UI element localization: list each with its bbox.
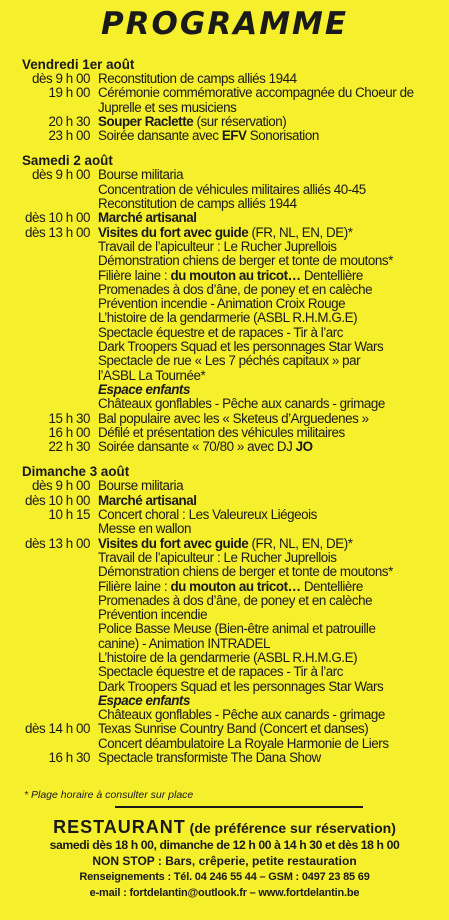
schedule-time xyxy=(22,383,90,397)
schedule-description xyxy=(90,354,437,383)
schedule-text: Cérémonie commémorative accompagnée du Choeur de Juprelle et ses musiciens xyxy=(98,85,414,115)
schedule-row xyxy=(22,651,437,665)
schedule-text: Prévention incendie - Animation Croix Rouge xyxy=(98,296,346,312)
schedule-text: Démonstration chiens de berger et tonte de moutons* xyxy=(98,253,393,269)
schedule-description xyxy=(90,129,437,143)
schedule-text: Travail de l’apiculteur : Le Rucher Juprellois xyxy=(98,549,337,565)
schedule-row xyxy=(22,168,437,182)
schedule-text: Spectacle équestre et de rapaces - Tir à l’arc xyxy=(98,324,344,340)
schedule-time: dès 10 h 00 xyxy=(24,210,90,226)
schedule-description xyxy=(90,665,437,679)
schedule-text: Visites du fort avec guide xyxy=(98,224,249,240)
schedule-text: Reconstitution de camps alliés 1944 xyxy=(98,71,297,86)
schedule-description xyxy=(90,283,437,297)
schedule-row xyxy=(22,737,437,751)
schedule-time: 15 h 30 xyxy=(48,410,90,426)
schedule-description xyxy=(90,197,437,211)
schedule-text: Texas Sunrise Country Band (Concert et danses) xyxy=(98,721,369,737)
schedule-text: du mouton au tricot… xyxy=(170,267,301,283)
schedule-text: Soirée dansante avec xyxy=(98,128,222,144)
schedule-description xyxy=(90,479,437,493)
contact-info: Renseignements : Tél. 04 246 55 44 – GSM : 0497 23 85 69 xyxy=(79,871,370,883)
schedule-description xyxy=(90,494,437,508)
schedule-description xyxy=(90,72,437,86)
schedule-text: Spectacle équestre et de rapaces - Tir à l’arc xyxy=(98,664,344,680)
schedule-text: Bourse militaria xyxy=(98,167,184,183)
schedule-row xyxy=(22,722,437,736)
schedule-description xyxy=(90,722,437,736)
schedule-text: (FR, NL, EN, DE)* xyxy=(248,535,353,551)
schedule-description xyxy=(90,183,437,197)
schedule-text: Visites du fort avec guide xyxy=(98,535,249,551)
schedule-time: dès 10 h 00 xyxy=(24,492,90,508)
restaurant-heading xyxy=(0,818,449,838)
schedule-description xyxy=(90,622,437,651)
schedule-row xyxy=(22,283,437,297)
schedule-description xyxy=(90,340,437,354)
schedule-description xyxy=(90,297,437,311)
schedule-text: Soirée dansante « 70/80 » avec DJ xyxy=(98,439,296,455)
schedule-time xyxy=(22,522,90,536)
schedule-time xyxy=(22,283,90,297)
schedule-text: Démonstration chiens de berger et tonte de moutons* xyxy=(98,564,393,580)
schedule-time xyxy=(22,651,90,665)
schedule-text: Espace enfants xyxy=(98,692,190,708)
day-section xyxy=(22,464,437,765)
schedule-text: L’histoire de la gendarmerie (ASBL R.H.M.G.E) xyxy=(98,649,358,665)
schedule-time: dès 13 h 00 xyxy=(24,535,90,551)
schedule-time: 16 h 00 xyxy=(48,424,90,440)
schedule-description xyxy=(90,440,437,454)
schedule-description xyxy=(90,522,437,536)
schedule-description xyxy=(90,115,437,129)
schedule-text: Dentellière xyxy=(300,267,363,283)
schedule-row xyxy=(22,565,437,579)
schedule-text: Souper Raclette xyxy=(98,113,194,129)
schedule-text: Marché artisanal xyxy=(98,492,197,508)
schedule-time xyxy=(22,326,90,340)
schedule-row xyxy=(22,522,437,536)
day-heading: Dimanche 3 août xyxy=(22,464,130,480)
schedule-text: Promenades à dos d’âne, de poney et en calèche xyxy=(98,281,373,297)
schedule-row xyxy=(22,494,437,508)
day-section xyxy=(22,153,437,454)
schedule-description xyxy=(90,240,437,254)
schedule-row xyxy=(22,580,437,594)
schedule-text: Sonorisation xyxy=(246,128,319,144)
schedule-time: 10 h 15 xyxy=(48,507,90,523)
schedule-row xyxy=(22,551,437,565)
schedule-row xyxy=(22,354,437,383)
schedule-time xyxy=(22,551,90,565)
schedule-row xyxy=(22,412,437,426)
schedule-row xyxy=(22,129,437,143)
schedule-row xyxy=(22,226,437,240)
schedule-time xyxy=(22,580,90,594)
schedule-description xyxy=(90,412,437,426)
schedule-time: dès 13 h 00 xyxy=(24,224,90,240)
schedule-text: Espace enfants xyxy=(98,381,190,397)
schedule-time: dès 9 h 00 xyxy=(31,71,90,86)
schedule-text: Spectacle transformiste The Dana Show xyxy=(98,750,321,766)
web-info: e-mail : fortdelantin@outlook.fr – www.fortdelantin.be xyxy=(89,887,360,899)
schedule-time: 16 h 30 xyxy=(48,750,90,766)
schedule-text: Marché artisanal xyxy=(98,210,197,226)
schedule-text: Châteaux gonflables - Pêche aux canards - grimage xyxy=(98,396,385,412)
schedule-time xyxy=(22,665,90,679)
schedule-time xyxy=(22,737,90,751)
schedule-row xyxy=(22,326,437,340)
divider xyxy=(115,806,363,808)
schedule-row xyxy=(22,426,437,440)
schedule-description xyxy=(90,580,437,594)
schedule-description xyxy=(90,537,437,551)
schedule-time: dès 9 h 00 xyxy=(31,478,90,494)
schedule-text: Défilé et présentation des véhicules militaires xyxy=(98,424,345,440)
restaurant-hours: samedi dès 18 h 00, dimanche de 12 h 00 à 14 h 30 et dès 18 h 00 xyxy=(49,838,400,852)
schedule-row xyxy=(22,751,437,765)
schedule-time xyxy=(22,254,90,268)
schedule-row xyxy=(22,115,437,129)
schedule-time xyxy=(22,340,90,354)
schedule-time: dès 14 h 00 xyxy=(24,721,90,737)
schedule-time xyxy=(22,694,90,708)
page-title: PROGRAMME xyxy=(100,6,349,42)
schedule-row xyxy=(22,608,437,622)
schedule-text: (FR, NL, EN, DE)* xyxy=(248,224,353,240)
schedule-text: du mouton au tricot… xyxy=(170,578,301,594)
schedule-text: Châteaux gonflables - Pêche aux canards - grimage xyxy=(98,707,385,723)
schedule-time: 20 h 30 xyxy=(48,113,90,129)
schedule-description xyxy=(90,397,437,411)
schedule-time xyxy=(22,622,90,651)
schedule-description xyxy=(90,551,437,565)
schedule-description xyxy=(90,383,437,397)
schedule-description xyxy=(90,651,437,665)
schedule-row xyxy=(22,269,437,283)
schedule-time xyxy=(22,269,90,283)
schedule-time xyxy=(22,297,90,311)
schedule-row xyxy=(22,537,437,551)
schedule-text: Promenades à dos d’âne, de poney et en calèche xyxy=(98,592,373,608)
schedule-row xyxy=(22,340,437,354)
schedule-time xyxy=(22,354,90,383)
schedule-row xyxy=(22,694,437,708)
schedule-time: dès 9 h 00 xyxy=(31,167,90,183)
schedule-text: (sur réservation) xyxy=(193,113,287,129)
schedule-row xyxy=(22,440,437,454)
schedule-row xyxy=(22,72,437,86)
schedule-description xyxy=(90,168,437,182)
schedule-row xyxy=(22,311,437,325)
schedule-text: Dark Troopers Squad et les personnages Star Wars xyxy=(98,678,384,694)
schedule-row xyxy=(22,297,437,311)
restaurant-nonstop: NON STOP : Bars, crêperie, petite restauration xyxy=(92,854,357,868)
schedule-row xyxy=(22,197,437,211)
schedule-text: Bal populaire avec les « Sketeus d’Arguedenes » xyxy=(98,410,369,426)
schedule-row xyxy=(22,211,437,225)
schedule-text: Concentration de véhicules militaires alliés 40-45 xyxy=(98,181,366,197)
schedule-description xyxy=(90,269,437,283)
schedule-text: L’histoire de la gendarmerie (ASBL R.H.M.G.E) xyxy=(98,310,358,326)
schedule-time xyxy=(22,311,90,325)
schedule-description xyxy=(90,751,437,765)
schedule-description xyxy=(90,594,437,608)
schedule-text: Dentellière xyxy=(300,578,363,594)
schedule-time xyxy=(22,680,90,694)
schedule-text: JO xyxy=(295,439,313,455)
schedule-text: Messe en wallon xyxy=(98,521,191,537)
schedule-text: Reconstitution de camps alliés 1944 xyxy=(98,196,297,212)
schedule-time xyxy=(22,565,90,579)
schedule-time: 19 h 00 xyxy=(48,85,90,101)
schedule-text: EFV xyxy=(221,128,247,144)
schedule-description xyxy=(90,86,437,115)
day-section xyxy=(22,57,437,143)
schedule-row xyxy=(22,508,437,522)
schedule-text: Concert déambulatoire La Royale Harmonie de Liers xyxy=(98,735,389,751)
footnote: * Plage horaire à consulter sur place xyxy=(24,789,194,801)
programme-list xyxy=(22,57,437,775)
schedule-description xyxy=(90,708,437,722)
schedule-description xyxy=(90,680,437,694)
schedule-text: Prévention incendie xyxy=(98,607,208,623)
schedule-text: Filière laine : xyxy=(98,267,171,283)
schedule-description xyxy=(90,565,437,579)
day-heading: Vendredi 1er août xyxy=(22,57,135,72)
schedule-description xyxy=(90,694,437,708)
schedule-row xyxy=(22,708,437,722)
schedule-row xyxy=(22,680,437,694)
day-heading: Samedi 2 août xyxy=(22,153,113,169)
schedule-time: 22 h 30 xyxy=(48,439,90,455)
schedule-row xyxy=(22,183,437,197)
schedule-row xyxy=(22,254,437,268)
schedule-row xyxy=(22,240,437,254)
schedule-description xyxy=(90,254,437,268)
schedule-text: Police Basse Meuse (Bien-être animal et patrouille canine) - Animation INTRADEL xyxy=(98,621,376,651)
schedule-row xyxy=(22,397,437,411)
schedule-row xyxy=(22,86,437,115)
schedule-text: Dark Troopers Squad et les personnages Star Wars xyxy=(98,339,384,355)
schedule-description xyxy=(90,608,437,622)
schedule-text: Concert choral : Les Valeureux Liégeois xyxy=(98,507,317,523)
restaurant-block xyxy=(0,818,449,901)
schedule-time xyxy=(22,708,90,722)
schedule-time xyxy=(22,240,90,254)
schedule-text: Bourse militaria xyxy=(98,478,184,494)
schedule-text: Travail de l’apiculteur : Le Rucher Juprellois xyxy=(98,238,337,254)
schedule-description xyxy=(90,426,437,440)
restaurant-name: RESTAURANT xyxy=(53,817,186,837)
schedule-description xyxy=(90,211,437,225)
schedule-time xyxy=(22,608,90,622)
schedule-time xyxy=(22,197,90,211)
schedule-time xyxy=(22,397,90,411)
restaurant-name-note: (de préférence sur réservation) xyxy=(185,820,396,836)
schedule-row xyxy=(22,594,437,608)
schedule-description xyxy=(90,508,437,522)
schedule-description xyxy=(90,737,437,751)
schedule-text: Spectacle de rue « Les 7 péchés capitaux » par l’ASBL La Tournée* xyxy=(98,353,361,383)
schedule-row xyxy=(22,383,437,397)
schedule-description xyxy=(90,326,437,340)
schedule-description xyxy=(90,311,437,325)
schedule-row xyxy=(22,479,437,493)
schedule-time xyxy=(22,594,90,608)
schedule-time: 23 h 00 xyxy=(48,128,90,144)
schedule-text: Filière laine : xyxy=(98,578,171,594)
schedule-row xyxy=(22,622,437,651)
schedule-description xyxy=(90,226,437,240)
schedule-row xyxy=(22,665,437,679)
schedule-time xyxy=(22,183,90,197)
